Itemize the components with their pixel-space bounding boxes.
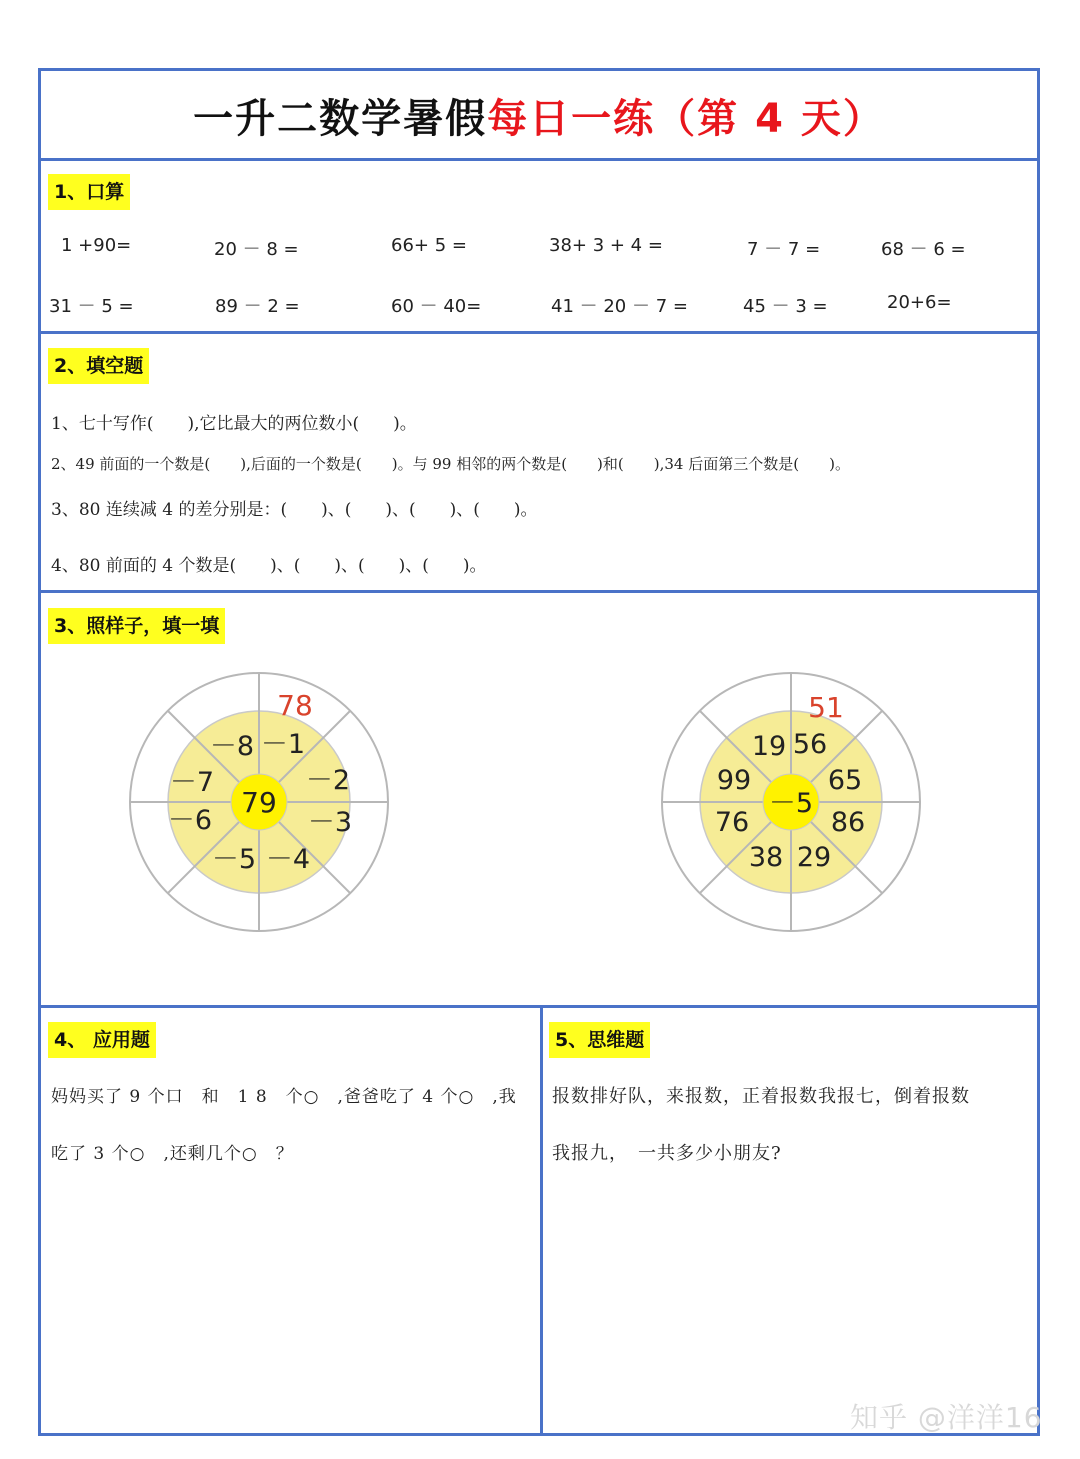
calc-item: 7 － 7 = xyxy=(747,239,821,260)
title-part-black: 一升二数学暑假 xyxy=(193,95,488,142)
wheel-2-number: 65 xyxy=(827,765,863,796)
section-1-label: 1、口算 xyxy=(48,174,130,210)
wheel-2-number: 86 xyxy=(830,807,866,838)
number-wheel-2 xyxy=(653,671,929,933)
wheel-1-op: －1 xyxy=(260,729,306,760)
calc-item: 89 － 2 = xyxy=(215,296,300,317)
wheel-1-op: －2 xyxy=(305,765,351,796)
fill-question-4: 4、80 前面的 4 个数是( )、( )、( )、( )。 xyxy=(51,556,487,576)
wheel-1-op: －7 xyxy=(169,767,215,798)
calc-item: 38+ 3 + 4 = xyxy=(549,235,663,256)
thinking-question-line-2: 我报九， 一共多少小朋友? xyxy=(552,1143,782,1164)
wheel-2-number: 29 xyxy=(796,842,832,873)
calc-item: 66+ 5 = xyxy=(391,235,467,256)
wheel-1-op: －6 xyxy=(167,805,213,836)
divider-vertical xyxy=(540,1005,543,1436)
wheel-2-number: 56 xyxy=(792,729,828,760)
wheel-1-op: －4 xyxy=(265,844,311,875)
wheel-1-op: －8 xyxy=(209,731,255,762)
calc-item: 20 － 8 = xyxy=(214,239,299,260)
page-title xyxy=(41,71,1037,159)
divider-title xyxy=(41,158,1037,161)
divider-section-3 xyxy=(41,1005,1037,1008)
wheel-2-number: 76 xyxy=(714,807,750,838)
worksheet xyxy=(38,68,1040,1436)
number-wheel-1 xyxy=(121,671,397,933)
section-4-label: 4、 应用题 xyxy=(48,1022,156,1058)
section-2-label: 2、填空题 xyxy=(48,348,149,384)
wheel-1-answer: 78 xyxy=(277,689,313,722)
wheel-2-number: 99 xyxy=(716,765,752,796)
divider-section-1 xyxy=(41,331,1037,334)
calc-item: 31 － 5 = xyxy=(49,296,134,317)
wheel-2-answer: 51 xyxy=(808,691,844,724)
watermark: 知乎 @洋洋16 xyxy=(850,1401,1043,1434)
wheel-2-center-value: －5 xyxy=(768,788,814,819)
fill-question-2: 2、49 前面的一个数是( ),后面的一个数是( )。与 99 相邻的两个数是( )和( ),34 后面第三个数是( )。 xyxy=(51,455,850,473)
wheel-2-number: 38 xyxy=(748,842,784,873)
title-part-red: 每日一练（第 4 天） xyxy=(487,95,885,142)
thinking-question-line-1: 报数排好队，来报数，正着报数我报七，倒着报数 xyxy=(552,1086,970,1107)
wheel-1-op: －3 xyxy=(307,807,353,838)
calc-item: 60 － 40= xyxy=(391,296,482,317)
calc-item: 20+6= xyxy=(887,292,952,313)
divider-section-2 xyxy=(41,590,1037,593)
wheel-1-center-value: 79 xyxy=(241,786,277,819)
section-5-label: 5、思维题 xyxy=(549,1022,650,1058)
calc-item: 41 － 20 － 7 = xyxy=(551,296,688,317)
fill-question-1: 1、七十写作( ),它比最大的两位数小( )。 xyxy=(51,414,417,434)
section-3-label: 3、照样子，填一填 xyxy=(48,608,225,644)
wheel-2-number: 19 xyxy=(751,731,787,762)
application-question-line-1: 妈妈买了 9 个口 和 1 8 个○ ,爸爸吃了 4 个○ ,我 xyxy=(51,1087,517,1107)
fill-question-3: 3、80 连续减 4 的差分别是：( )、( )、( )、( )。 xyxy=(51,500,538,520)
wheel-1-op: －5 xyxy=(211,844,257,875)
calc-item: 1 +90= xyxy=(61,235,132,256)
calc-item: 68 － 6 = xyxy=(881,239,966,260)
application-question-line-2: 吃了 3 个○ ,还剩几个○ ？ xyxy=(51,1144,294,1164)
calc-item: 45 － 3 = xyxy=(743,296,828,317)
